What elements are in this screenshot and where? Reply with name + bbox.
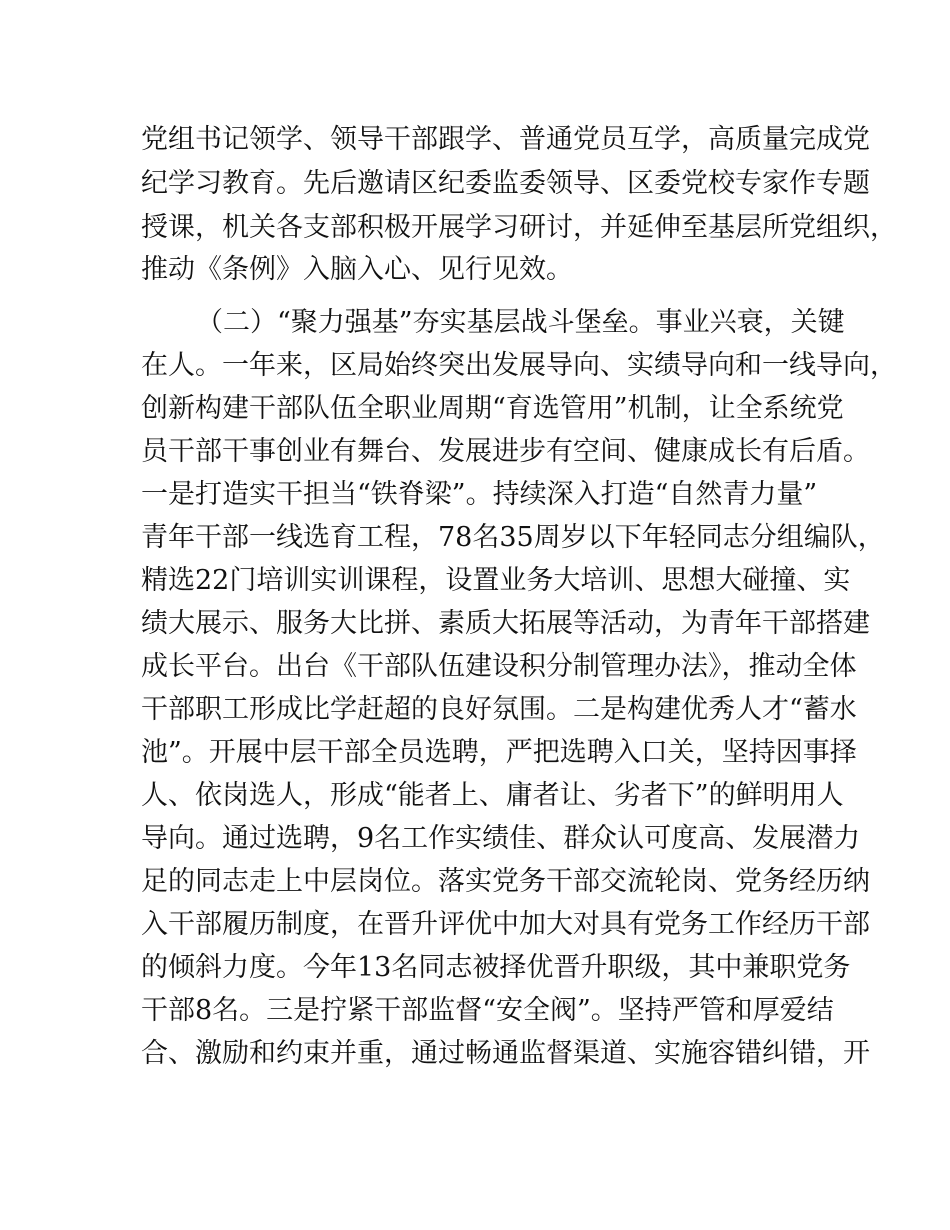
text-line: 纪学习教育。先后邀请区纪委监委领导、区委党校专家作专题 <box>141 168 870 199</box>
text-line: 一是打造实干担当“铁脊梁”。持续深入打造“自然青力量” <box>141 479 818 510</box>
text-line: 精选22门培训实训课程，设置业务大培训、思想大碰撞、实 <box>141 565 851 596</box>
text-line: 绩大展示、服务大比拼、素质大拓展等活动，为青年干部搭建 <box>141 608 870 639</box>
text-line: 合、激励和约束并重，通过畅通监督渠道、实施容错纠错，开 <box>141 1038 870 1069</box>
text-line: 青年干部一线选育工程，78名35周岁以下年轻同志分组编队， <box>141 522 885 553</box>
text-line: 推动《条例》入脑入心、见行见效。 <box>141 254 573 285</box>
text-line: 党组书记领学、领导干部跟学、普通党员互学，高质量完成党 <box>141 124 870 155</box>
text-line: 入干部履历制度，在晋升评优中加大对具有党务工作经历干部 <box>141 909 870 940</box>
text-line: 创新构建干部队伍全职业周期“育选管用”机制，让全系统党 <box>141 393 844 424</box>
text-line: 干部职工形成比学赶超的良好氛围。二是构建优秀人才“蓄水 <box>141 694 857 725</box>
text-line: 授课，机关各支部积极开展学习研讨，并延伸至基层所党组织， <box>141 212 897 243</box>
text-line: 足的同志走上中层岗位。落实党务干部交流轮岗、党务经历纳 <box>141 866 870 897</box>
text-line: 的倾斜力度。今年13名同志被择优晋升职级，其中兼职党务 <box>141 952 851 983</box>
text-line: 在人。一年来，区局始终突出发展导向、实绩导向和一线导向， <box>141 350 897 381</box>
text-line: 成长平台。出台《干部队伍建设积分制管理办法》，推动全体 <box>141 651 857 682</box>
text-line: 池”。开展中层干部全员选聘，严把选聘入口关，坚持因事择 <box>141 737 857 768</box>
section-heading-line: （二）“聚力强基”夯实基层战斗堡垒。事业兴衰，关键 <box>196 307 845 338</box>
text-line: 导向。通过选聘，9名工作实绩佳、群众认可度高、发展潜力 <box>141 823 861 854</box>
text-line: 干部8名。三是拧紧干部监督“安全阀”。坚持严管和厚爱结 <box>141 995 834 1026</box>
text-line: 员干部干事创业有舞台、发展进步有空间、健康成长有后盾。 <box>141 436 870 467</box>
text-line: 人、依岗选人，形成“能者上、庸者让、劣者下”的鲜明用人 <box>141 780 844 811</box>
